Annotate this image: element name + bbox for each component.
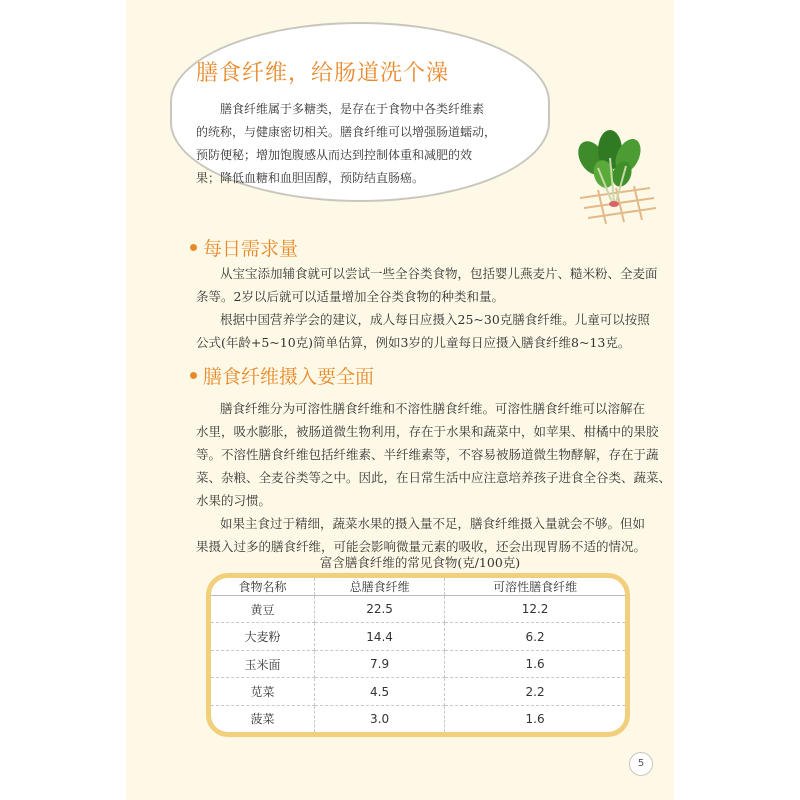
paragraph-line: 水里，吸水膨胀，被肠道微生物利用，存在于水果和蔬菜中，如苹果、柑橘中的果胶: [196, 424, 659, 439]
paragraph-line: 公式(年龄+5~10克)简单估算，例如3岁的儿童每日应摄入膳食纤维8~13克。: [196, 335, 631, 350]
section-heading-text: 膳食纤维摄入要全面: [203, 366, 375, 388]
paragraph-line: 水果的习惯。: [196, 493, 272, 508]
fiber-table: [211, 578, 625, 732]
table-header-row: [211, 578, 625, 596]
section2-body: [196, 397, 671, 558]
bubble-line: 的统称，与健康密切相关。膳食纤维可以增强肠道蠕动，: [196, 125, 497, 139]
bubble-line: 预防便秘；增加饱腹感从而达到控制体重和减肥的效: [196, 148, 473, 162]
cell-soluble: 1.6: [445, 650, 625, 677]
header-food-name: 食物名称: [211, 578, 315, 596]
cell-total: 14.4: [315, 623, 445, 650]
table-caption: 富含膳食纤维的常见食物(克/100克): [319, 555, 521, 570]
bullet-dot-icon: [190, 372, 197, 379]
section-heading-daily-need: [190, 234, 298, 261]
page-number: 5: [629, 752, 653, 776]
bubble-line: 果；降低血糖和血胆固醇，预防结直肠癌。: [196, 171, 425, 185]
paragraph-line: 膳食纤维分为可溶性膳食纤维和不溶性膳食纤维。可溶性膳食纤维可以溶解在: [220, 401, 646, 416]
paragraph-line: 条等。2岁以后就可以适量增加全谷类食物的种类和量。: [196, 289, 504, 304]
paragraph-line: 果摄入过多的膳食纤维，可能会影响微量元素的吸收，还会出现胃肠不适的情况。: [196, 539, 647, 554]
bullet-dot-icon: [190, 244, 197, 251]
bubble-line: 膳食纤维属于多糖类，是存在于食物中各类纤维素: [220, 102, 485, 116]
table-row: [211, 705, 625, 732]
cell-food: 黄豆: [211, 596, 315, 623]
section1-body: [196, 262, 658, 354]
paragraph-line: 从宝宝添加辅食就可以尝试一些全谷类食物，包括婴儿燕麦片、糙米粉、全麦面: [220, 266, 658, 281]
cell-total: 3.0: [315, 705, 445, 732]
paragraph-line: 等。不溶性膳食纤维包括纤维素、半纤维素等，不容易被肠道微生物酵解，存在于蔬: [196, 447, 659, 462]
cell-soluble: 1.6: [525, 711, 545, 726]
cell-soluble: 2.2: [445, 678, 625, 705]
header-total-fiber: 总膳食纤维: [315, 578, 445, 596]
cell-food: 大麦粉: [211, 623, 315, 650]
spinach-illustration-icon: [570, 128, 660, 228]
header-soluble-fiber: 可溶性膳食纤维: [445, 578, 625, 596]
bubble-text: [196, 98, 528, 190]
paragraph-line: 如果主食过于精细，蔬菜水果的摄入量不足，膳食纤维摄入量就会不够。但如: [220, 516, 646, 531]
table-row: [211, 650, 625, 677]
cell-total: 22.5: [315, 596, 445, 623]
fiber-table-frame: [206, 573, 630, 737]
cell-food: 苋菜: [211, 678, 315, 705]
paragraph-line: 菜、杂粮、全麦谷类等之中。因此，在日常生活中应注意培养孩子进食全谷类、蔬菜、: [196, 470, 672, 485]
section-heading-comprehensive-intake: [190, 362, 374, 389]
table-row: [211, 678, 625, 705]
table-row: [211, 596, 625, 623]
cell-total: 7.9: [315, 650, 445, 677]
cell-soluble: 12.2: [445, 596, 625, 623]
bubble-title: 膳食纤维，给肠道洗个澡: [196, 61, 450, 86]
cell-total: 4.5: [315, 678, 445, 705]
cell-food: 玉米面: [211, 650, 315, 677]
cell-food: 菠菜: [211, 705, 315, 732]
paragraph-line: 根据中国营养学会的建议，成人每日应摄入25~30克膳食纤维。儿童可以按照: [220, 312, 650, 327]
cell-soluble: 6.2: [445, 623, 625, 650]
section-heading-text: 每日需求量: [203, 238, 299, 260]
table-row: [211, 623, 625, 650]
